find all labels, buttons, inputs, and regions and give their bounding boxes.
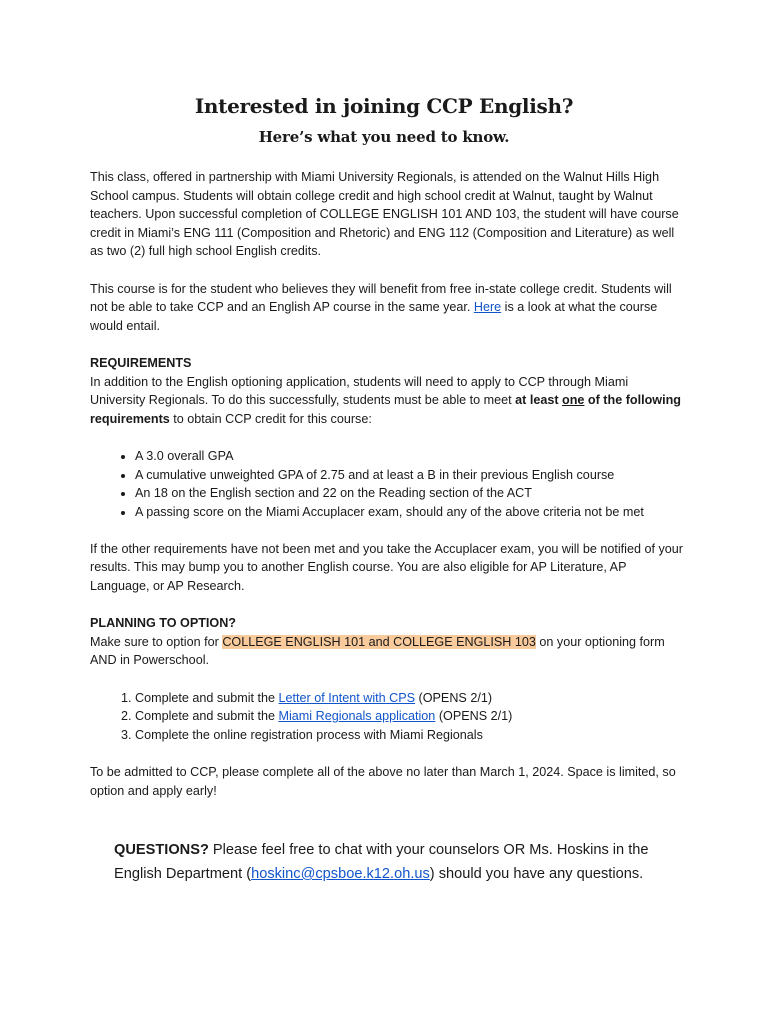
course-text: This course is for the student who believes they will benefit from free in-state college credit. Students will not be able to take CCP and an English AP course in the same year.	[90, 281, 672, 315]
list-item: • A 3.0 overall GPA	[135, 447, 684, 466]
here-link[interactable]: Here	[473, 300, 502, 315]
requirements-section	[90, 354, 684, 521]
list-item: • A cumulative unweighted GPA of 2.75 and at least a B in their previous English course	[135, 466, 684, 485]
requirements-paragraph	[90, 373, 684, 429]
list-item	[135, 707, 684, 726]
list-item	[135, 726, 684, 745]
requirements-list	[90, 447, 684, 521]
list-item: • A passing score on the Miami Accuplacer exam, should any of the above criteria not be met	[135, 503, 684, 522]
planning-heading: PLANNING TO OPTION?	[90, 616, 236, 631]
course-paragraph	[90, 280, 684, 336]
requirements-text-end: to obtain CCP credit for this course:	[169, 411, 372, 426]
requirements-bold-following: of the following requirements	[90, 393, 681, 426]
miami-regionals-application-link[interactable]: Miami Regionals application	[278, 709, 436, 724]
planning-paragraph	[90, 633, 684, 670]
highlighted-courses: COLLEGE ENGLISH 101 and COLLEGE ENGLISH 103	[222, 634, 536, 649]
letter-of-intent-link[interactable]: Letter of Intent with CPS	[278, 690, 416, 705]
planning-section	[90, 614, 684, 744]
step-text: Complete the online registration process with Miami Regionals	[135, 727, 483, 742]
deadline-paragraph: To be admitted to CCP, please complete all of the above no later than March 1, 2024. Space is limited, so option and apply early!	[90, 765, 676, 798]
step-text: Complete and submit the	[135, 690, 279, 705]
accuplacer-paragraph: If the other requirements have not been met and you take the Accuplacer exam, you will be notified of your results. This may bump you to another English course. You are also eligible for AP Literature, AP Language, or AP Research.	[90, 541, 683, 594]
email-link[interactable]: hoskinc@cpsboe.k12.oh.us	[251, 866, 430, 882]
planning-text-end: on your optioning form AND in Powerschool.	[90, 634, 665, 668]
step-text: Complete and submit the	[135, 709, 279, 724]
steps-list	[90, 689, 684, 745]
planning-text: Make sure to option for	[90, 634, 223, 649]
requirements-bold-at-least: at least	[515, 393, 563, 408]
questions-label: QUESTIONS?	[114, 842, 209, 858]
requirements-bold-one: one	[562, 393, 585, 408]
page-title: Interested in joining CCP English?	[194, 94, 574, 118]
document-body	[90, 168, 684, 819]
intro-paragraph: This class, offered in partnership with Miami University Regionals, is attended on the Walnut Hills High School campus. Students will obtain college credit and high school credit at Walnut, taught by Walnut teachers. Upon successful completion of COLLEGE ENGLISH 101 AND 103, the student will have course credit in Miami’s ENG 111 (Composition and Rhetoric) and ENG 112 (Composition and Literature) as well as two (2) full high school English credits.	[90, 170, 679, 259]
step-text-end: (OPENS 2/1)	[435, 709, 513, 724]
questions-text-end: ) should you have any questions.	[429, 866, 644, 882]
requirements-heading: REQUIREMENTS	[90, 355, 192, 370]
step-text-end: (OPENS 2/1)	[415, 690, 493, 705]
list-item	[135, 689, 684, 708]
questions-text: Please feel free to chat with your counselors OR Ms. Hoskins in the English Department (	[114, 842, 649, 882]
page-subtitle: Here’s what you need to know.	[258, 128, 510, 146]
requirements-text: In addition to the English optioning application, students will need to apply to CCP through Miami University Regionals. To do this successfully, students must be able to meet	[90, 374, 629, 408]
questions-paragraph	[114, 838, 684, 886]
list-item: • An 18 on the English section and 22 on the Reading section of the ACT	[135, 484, 684, 503]
course-text-end: is a look at what the course would entail.	[90, 300, 658, 333]
